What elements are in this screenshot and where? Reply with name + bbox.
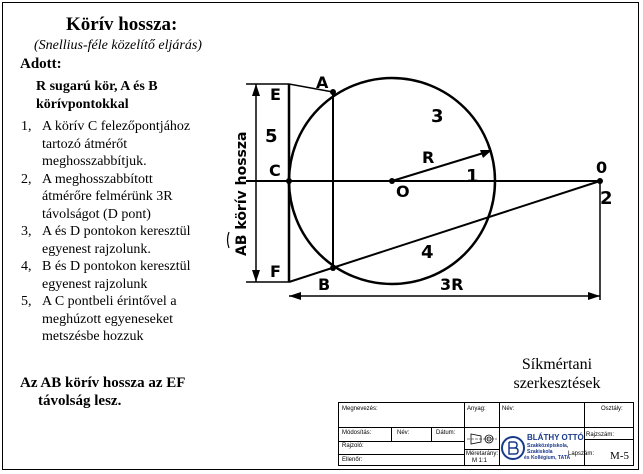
tb-scale: M 1:1 <box>472 458 488 464</box>
label-num-5: 5 <box>265 126 278 147</box>
label-d: 0 <box>596 158 608 177</box>
step-line: A C pontbeli érintővel a <box>42 294 177 309</box>
step-line: B és D pontokon keresztül <box>42 259 191 274</box>
label-o: O <box>396 182 410 201</box>
school-line-3: Szakiskola <box>527 449 553 455</box>
tb-meretarany: Méretarány: <box>466 451 499 457</box>
label-r: R <box>422 148 435 167</box>
label-num-2: 2 <box>600 188 613 209</box>
step-line: meghosszabbítjuk. <box>42 154 147 169</box>
category-line-1: Síkmértani <box>521 356 593 373</box>
arrowhead <box>252 270 260 282</box>
title-block <box>338 402 634 466</box>
page-subtitle: (Snellius-féle közelítő eljárás) <box>34 38 202 53</box>
tb-divider <box>584 439 633 440</box>
tb-divider <box>431 427 432 441</box>
tb-lapszam: Lapszám: <box>568 451 595 457</box>
step-line: egyenest rajzolunk. <box>42 241 151 257</box>
label-num-4: 4 <box>421 242 434 263</box>
given-label: Adott: <box>20 56 62 72</box>
tb-rajzszam: Rajzszám: <box>586 432 615 438</box>
tb-anyag: Anyag: <box>467 406 486 412</box>
step-line: tartozó átmérőt <box>42 136 128 152</box>
tb-divider <box>391 427 392 441</box>
label-b: B <box>318 275 331 294</box>
point-d <box>597 178 603 184</box>
step-line: egyenest rajzolunk <box>42 276 148 292</box>
step-line: A körív C felezőpontjához <box>42 119 191 134</box>
tb-modositas: Módosítás: <box>342 430 372 436</box>
arrowhead <box>289 292 301 300</box>
label-arc-length: AB körív hossza <box>234 131 250 256</box>
page-title: Körív hossza: <box>66 14 178 35</box>
step-line: átmérőre felmérünk 3R <box>42 189 173 204</box>
conclusion-line-2: távolság lesz. <box>38 393 122 409</box>
step-number: 1, <box>21 119 32 134</box>
projection-symbol-icon <box>467 431 497 447</box>
step-number: 3, <box>21 224 32 239</box>
step-line: A és D pontokon keresztül <box>42 224 191 239</box>
tb-megnevezes: Megnevezés: <box>342 406 378 412</box>
point-c <box>286 178 292 184</box>
category-label <box>492 355 622 393</box>
school-line-4: és Kollégium, TATA <box>524 455 571 461</box>
tb-osztaly: Osztály: <box>601 406 623 412</box>
tb-divider <box>339 454 464 455</box>
school-logo-icon <box>501 433 525 463</box>
label-3r: 3R <box>440 275 464 294</box>
step-number: 2, <box>21 171 32 187</box>
label-num-3: 3 <box>431 106 444 127</box>
arrowhead <box>588 292 600 300</box>
step-line: metszésbe hozzuk <box>42 329 144 344</box>
school-name: BLÁTHY OTTÓ <box>527 433 584 442</box>
point-a <box>330 89 336 95</box>
step-number: 4, <box>21 259 32 274</box>
tb-divider <box>499 403 500 465</box>
arrowhead <box>252 84 260 96</box>
tb-nev2: Név: <box>397 430 410 436</box>
tb-datum: Dátum: <box>436 430 456 436</box>
point-b <box>330 265 336 271</box>
tb-divider <box>464 449 499 450</box>
label-e: E <box>270 85 281 104</box>
label-a: A <box>316 73 329 92</box>
school-line-2: Szakközépiskola, <box>527 443 569 449</box>
category-line-2: szerkesztések <box>513 375 601 392</box>
step-line: távolságot (D pont) <box>42 206 151 222</box>
tb-divider <box>339 441 464 442</box>
given-line-1: R sugarú kör, A és B <box>36 79 158 94</box>
tb-ellenor: Ellenőr: <box>342 457 363 463</box>
tb-rajzolo: Rajzoló: <box>342 443 364 449</box>
label-f: F <box>270 262 281 281</box>
tb-divider <box>339 427 633 428</box>
given-line-2: körívpontokkal <box>36 97 129 112</box>
conclusion-line-1: Az AB körív hossza az EF <box>20 375 186 391</box>
label-c: C <box>269 161 281 180</box>
step-line: A meghosszabbított <box>42 171 153 187</box>
arc-symbol <box>228 232 230 248</box>
step-number: 5, <box>21 294 32 309</box>
sheet-code: M-5 <box>610 450 629 462</box>
tb-divider <box>464 403 465 465</box>
label-num-1: 1 <box>466 166 479 187</box>
tb-nev: Név: <box>502 406 515 412</box>
point-o <box>389 178 395 184</box>
step-line: meghúzott egyeneseket <box>42 311 174 327</box>
